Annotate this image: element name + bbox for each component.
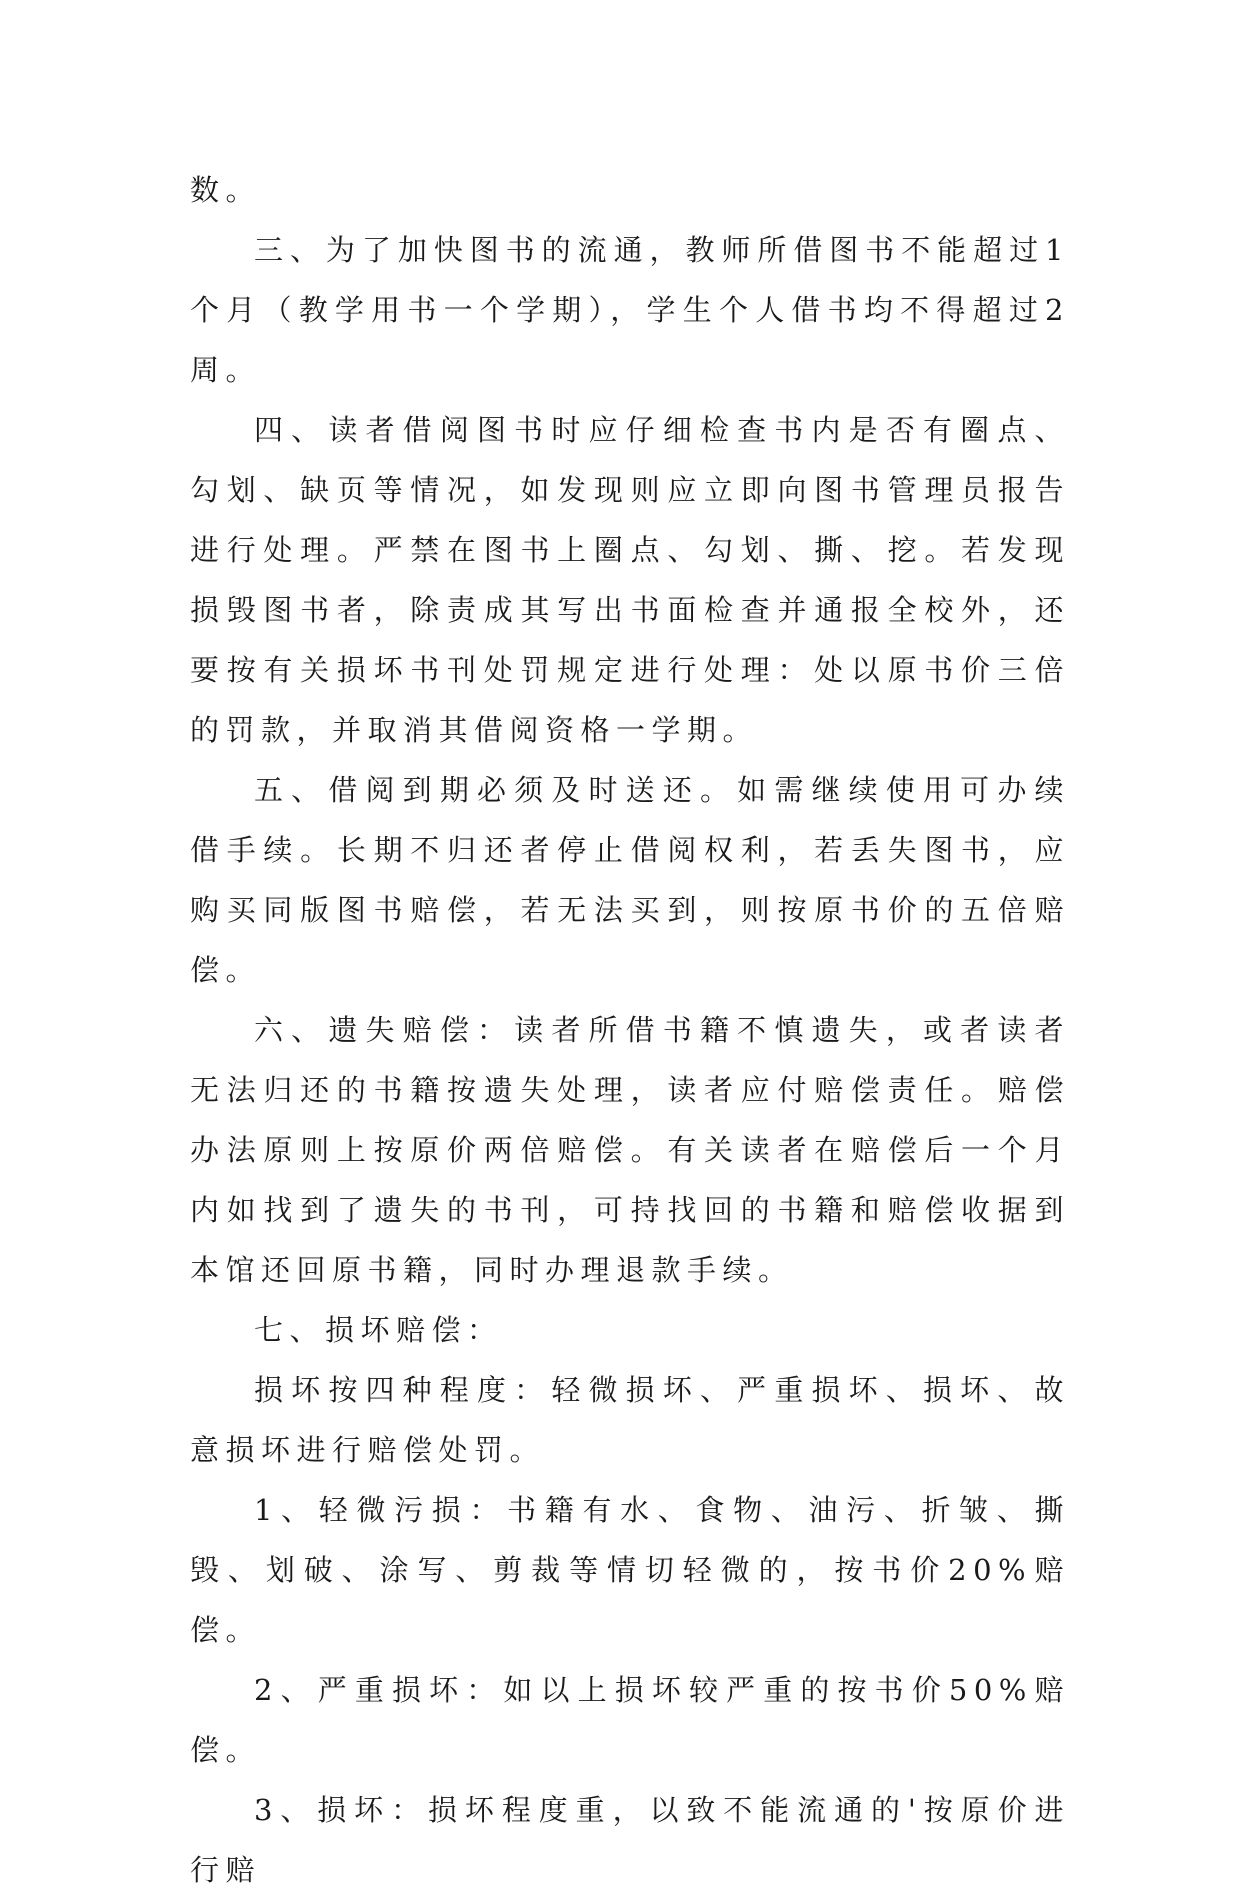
paragraph-rule-3: 三、为了加快图书的流通，教师所借图书不能超过1个月（教学用书一个学期），学生个人借书均不得超过2周。 bbox=[190, 233, 1070, 387]
paragraph-rule-6: 六、遗失赔偿：读者所借书籍不慎遗失，或者读者无法归还的书籍按遗失处理，读者应付赔偿责任。赔偿办法原则上按原价两倍赔偿。有关读者在赔偿后一个月内如找到了遗失的书刊，可持找回的书籍和赔偿收据到本馆还回原书籍，同时办理退款手续。 bbox=[190, 1013, 1070, 1287]
paragraph-damage-item-1: 1、轻微污损：书籍有水、食物、油污、折皱、撕毁、划破、涂写、剪裁等情切轻微的，按书价20%赔偿。 bbox=[190, 1493, 1070, 1647]
paragraph-continuation: 数。 bbox=[190, 173, 262, 207]
paragraph-rule-4: 四、读者借阅图书时应仔细检查书内是否有圈点、勾划、缺页等情况，如发现则应立即向图书管理员报告进行处理。严禁在图书上圈点、勾划、撕、挖。若发现损毁图书者，除责成其写出书面检查并通报全校外，还要按有关损坏书刊处罚规定进行处理：处以原书价三倍的罚款，并取消其借阅资格一学期。 bbox=[190, 413, 1070, 747]
paragraph-rule-7-heading: 七、损坏赔偿： bbox=[254, 1313, 503, 1347]
document-body bbox=[190, 160, 1070, 1900]
paragraph-damage-item-3: 3、损坏：损坏程度重，以致不能流通的'按原价进行赔 bbox=[190, 1793, 1070, 1887]
paragraph-damage-item-2: 2、严重损坏：如以上损坏较严重的按书价50%赔偿。 bbox=[190, 1673, 1070, 1767]
paragraph-rule-5: 五、借阅到期必须及时送还。如需继续使用可办续借手续。长期不归还者停止借阅权利，若丢失图书，应购买同版图书赔偿，若无法买到，则按原书价的五倍赔偿。 bbox=[190, 773, 1070, 987]
paragraph-damage-levels: 损坏按四种程度：轻微损坏、严重损坏、损坏、故意损坏进行赔偿处罚。 bbox=[190, 1373, 1070, 1467]
